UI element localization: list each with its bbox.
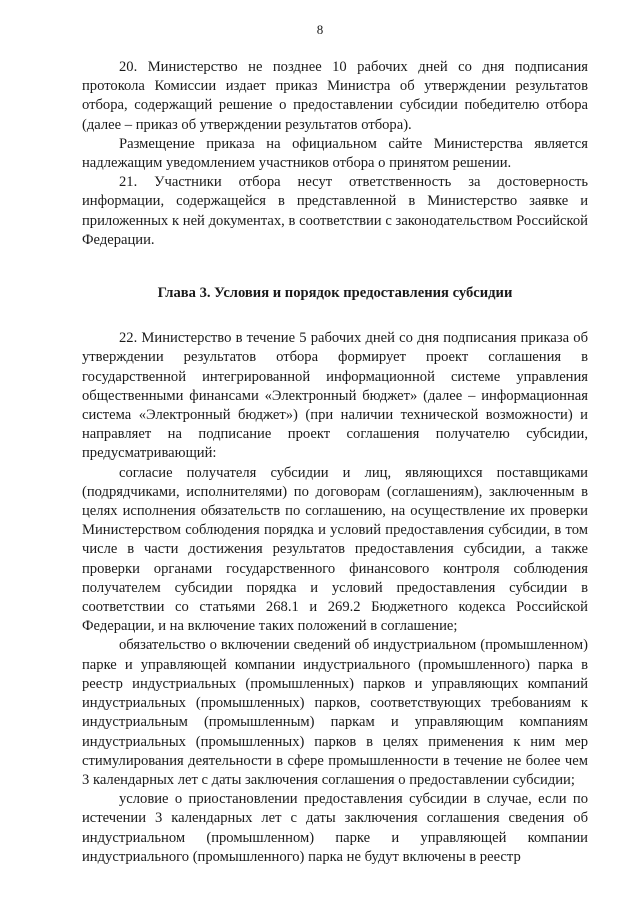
paragraph-suspension-condition: условие о приостановлении предоставления субсидии в случае, если по истечении 3 календарных лет с даты заключения соглашения сведения об индустриальном (промышленном) парке и управляющей компании индустриального (промышленного) парка не будут включены в реестр: [82, 791, 588, 865]
page-number: 8: [316, 22, 324, 37]
paragraph-20: 20. Министерство не позднее 10 рабочих дней со дня подписания протокола Комиссии издает приказ Министра об утверждении результатов отбора, содержащий решение о предоставлении субсидии победителю отбора (далее – приказ об утверждении результатов отбора).: [82, 59, 588, 133]
paragraph-obligation: обязательство о включении сведений об индустриальном (промышленном) парке и управляющей компании индустриального (промышленного) парка в реестр индустриальных (промышленных) парков и управляющих компаний индустриальных (промышленных) парков, соответствующих требованиям к индустриальным (промышленным) паркам и управляющим компаниям индустриальных (промышленных) парков в целях применения к ним мер стимулирования деятельности в сфере промышленности в течение не более чем 3 календарных лет с даты заключения соглашения о предоставлении субсидии;: [82, 637, 588, 788]
paragraph-21: 21. Участники отбора несут ответственность за достоверность информации, содержащейся в представленной в Министерство заявке и приложенных к ней документах, в соответствии с законодательством Российской Федерации.: [82, 174, 588, 248]
chapter-heading: Глава 3. Условия и порядок предоставления субсидии: [157, 285, 513, 302]
paragraph-consent: согласие получателя субсидии и лиц, являющихся поставщиками (подрядчиками, исполнителями) по договорам (соглашениям), заключенным в целях исполнения обязательств по соглашению, на осуществление их проверки Министерством соблюдения порядка и условий предоставления субсидии, в том числе в части достижения результатов предоставления субсидии, а также проверки органами государственного финансового контроля соблюдения получателем субсидии порядка и условий предоставления субсидии в соответствии со статьями 268.1 и 269.2 Бюджетного кодекса Российской Федерации, и на включение таких положений в соглашение;: [82, 464, 588, 635]
document-body: [82, 58, 588, 867]
paragraph-22: 22. Министерство в течение 5 рабочих дней со дня подписания приказа об утверждении результатов отбора формирует проект соглашения в государственной интегрированной информационной системе управления общественными финансами «Электронный бюджет» (далее – информационная система «Электронный бюджет») (при наличии технической возможности) и направляет на подписание проект соглашения получателю субсидии, предусматривающий:: [82, 330, 588, 462]
paragraph-order-publication: Размещение приказа на официальном сайте Министерства является надлежащим уведомлением участников отбора о принятом решении.: [82, 135, 588, 172]
